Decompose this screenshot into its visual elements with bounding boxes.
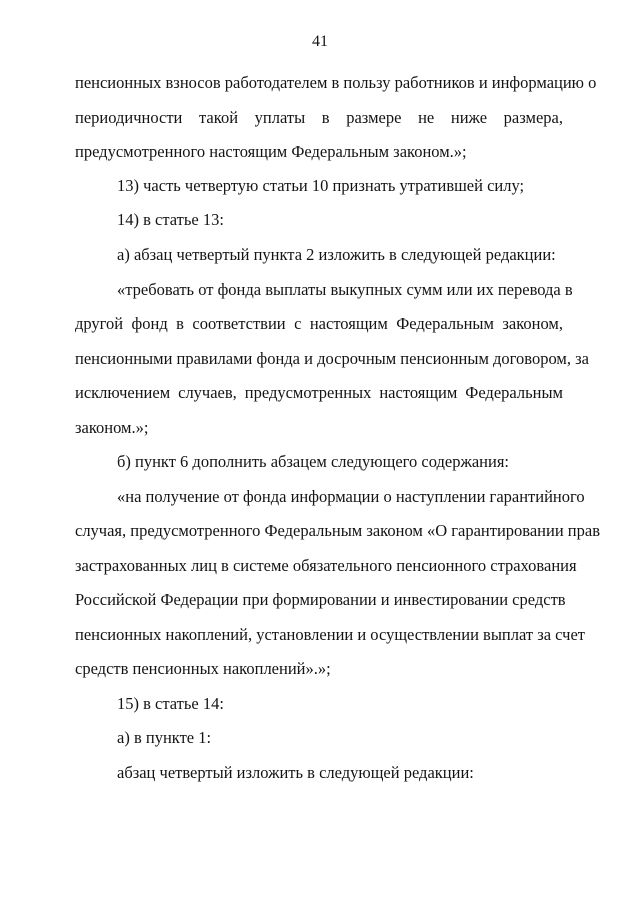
text-line: пенсионных накоплений, установлении и осуществлении выплат за счет [75,625,586,644]
text-line: Российской Федерации при формировании и инвестировании средств [75,590,566,609]
text-line: 15) в статье 14: [117,694,224,713]
text-line: законом.»; [75,418,149,437]
text-line: а) абзац четвертый пункта 2 изложить в следующей редакции: [117,245,556,264]
text-line: б) пункт 6 дополнить абзацем следующего содержания: [117,452,509,471]
text-line: пенсионных взносов работодателем в пользу работников и информацию о [75,73,597,92]
text-line: «на получение от фонда информации о наступлении гарантийного [117,487,585,506]
text-line: исключением случаев, предусмотренных настоящим Федеральным [75,383,563,402]
text-line: пенсионными правилами фонда и досрочным пенсионным договором, за [75,349,589,368]
page-number: 41 [312,33,328,50]
text-line: а) в пункте 1: [117,728,212,747]
text-line: периодичности такой уплаты в размере не ниже размера, [75,108,563,127]
text-line: случая, предусмотренного Федеральным законом «О гарантировании прав [75,521,600,540]
text-line: другой фонд в соответствии с настоящим Федеральным законом, [75,314,563,333]
text-line: 14) в статье 13: [117,210,224,229]
text-line: «требовать от фонда выплаты выкупных сумм или их перевода в [117,280,573,299]
text-line: предусмотренного настоящим Федеральным законом.»; [75,142,467,161]
text-line: застрахованных лиц в системе обязательного пенсионного страхования [75,556,577,575]
text-line: абзац четвертый изложить в следующей редакции: [117,763,474,782]
text-line: 13) часть четвертую статьи 10 признать утратившей силу; [117,176,525,195]
text-line: средств пенсионных накоплений».»; [75,659,331,678]
